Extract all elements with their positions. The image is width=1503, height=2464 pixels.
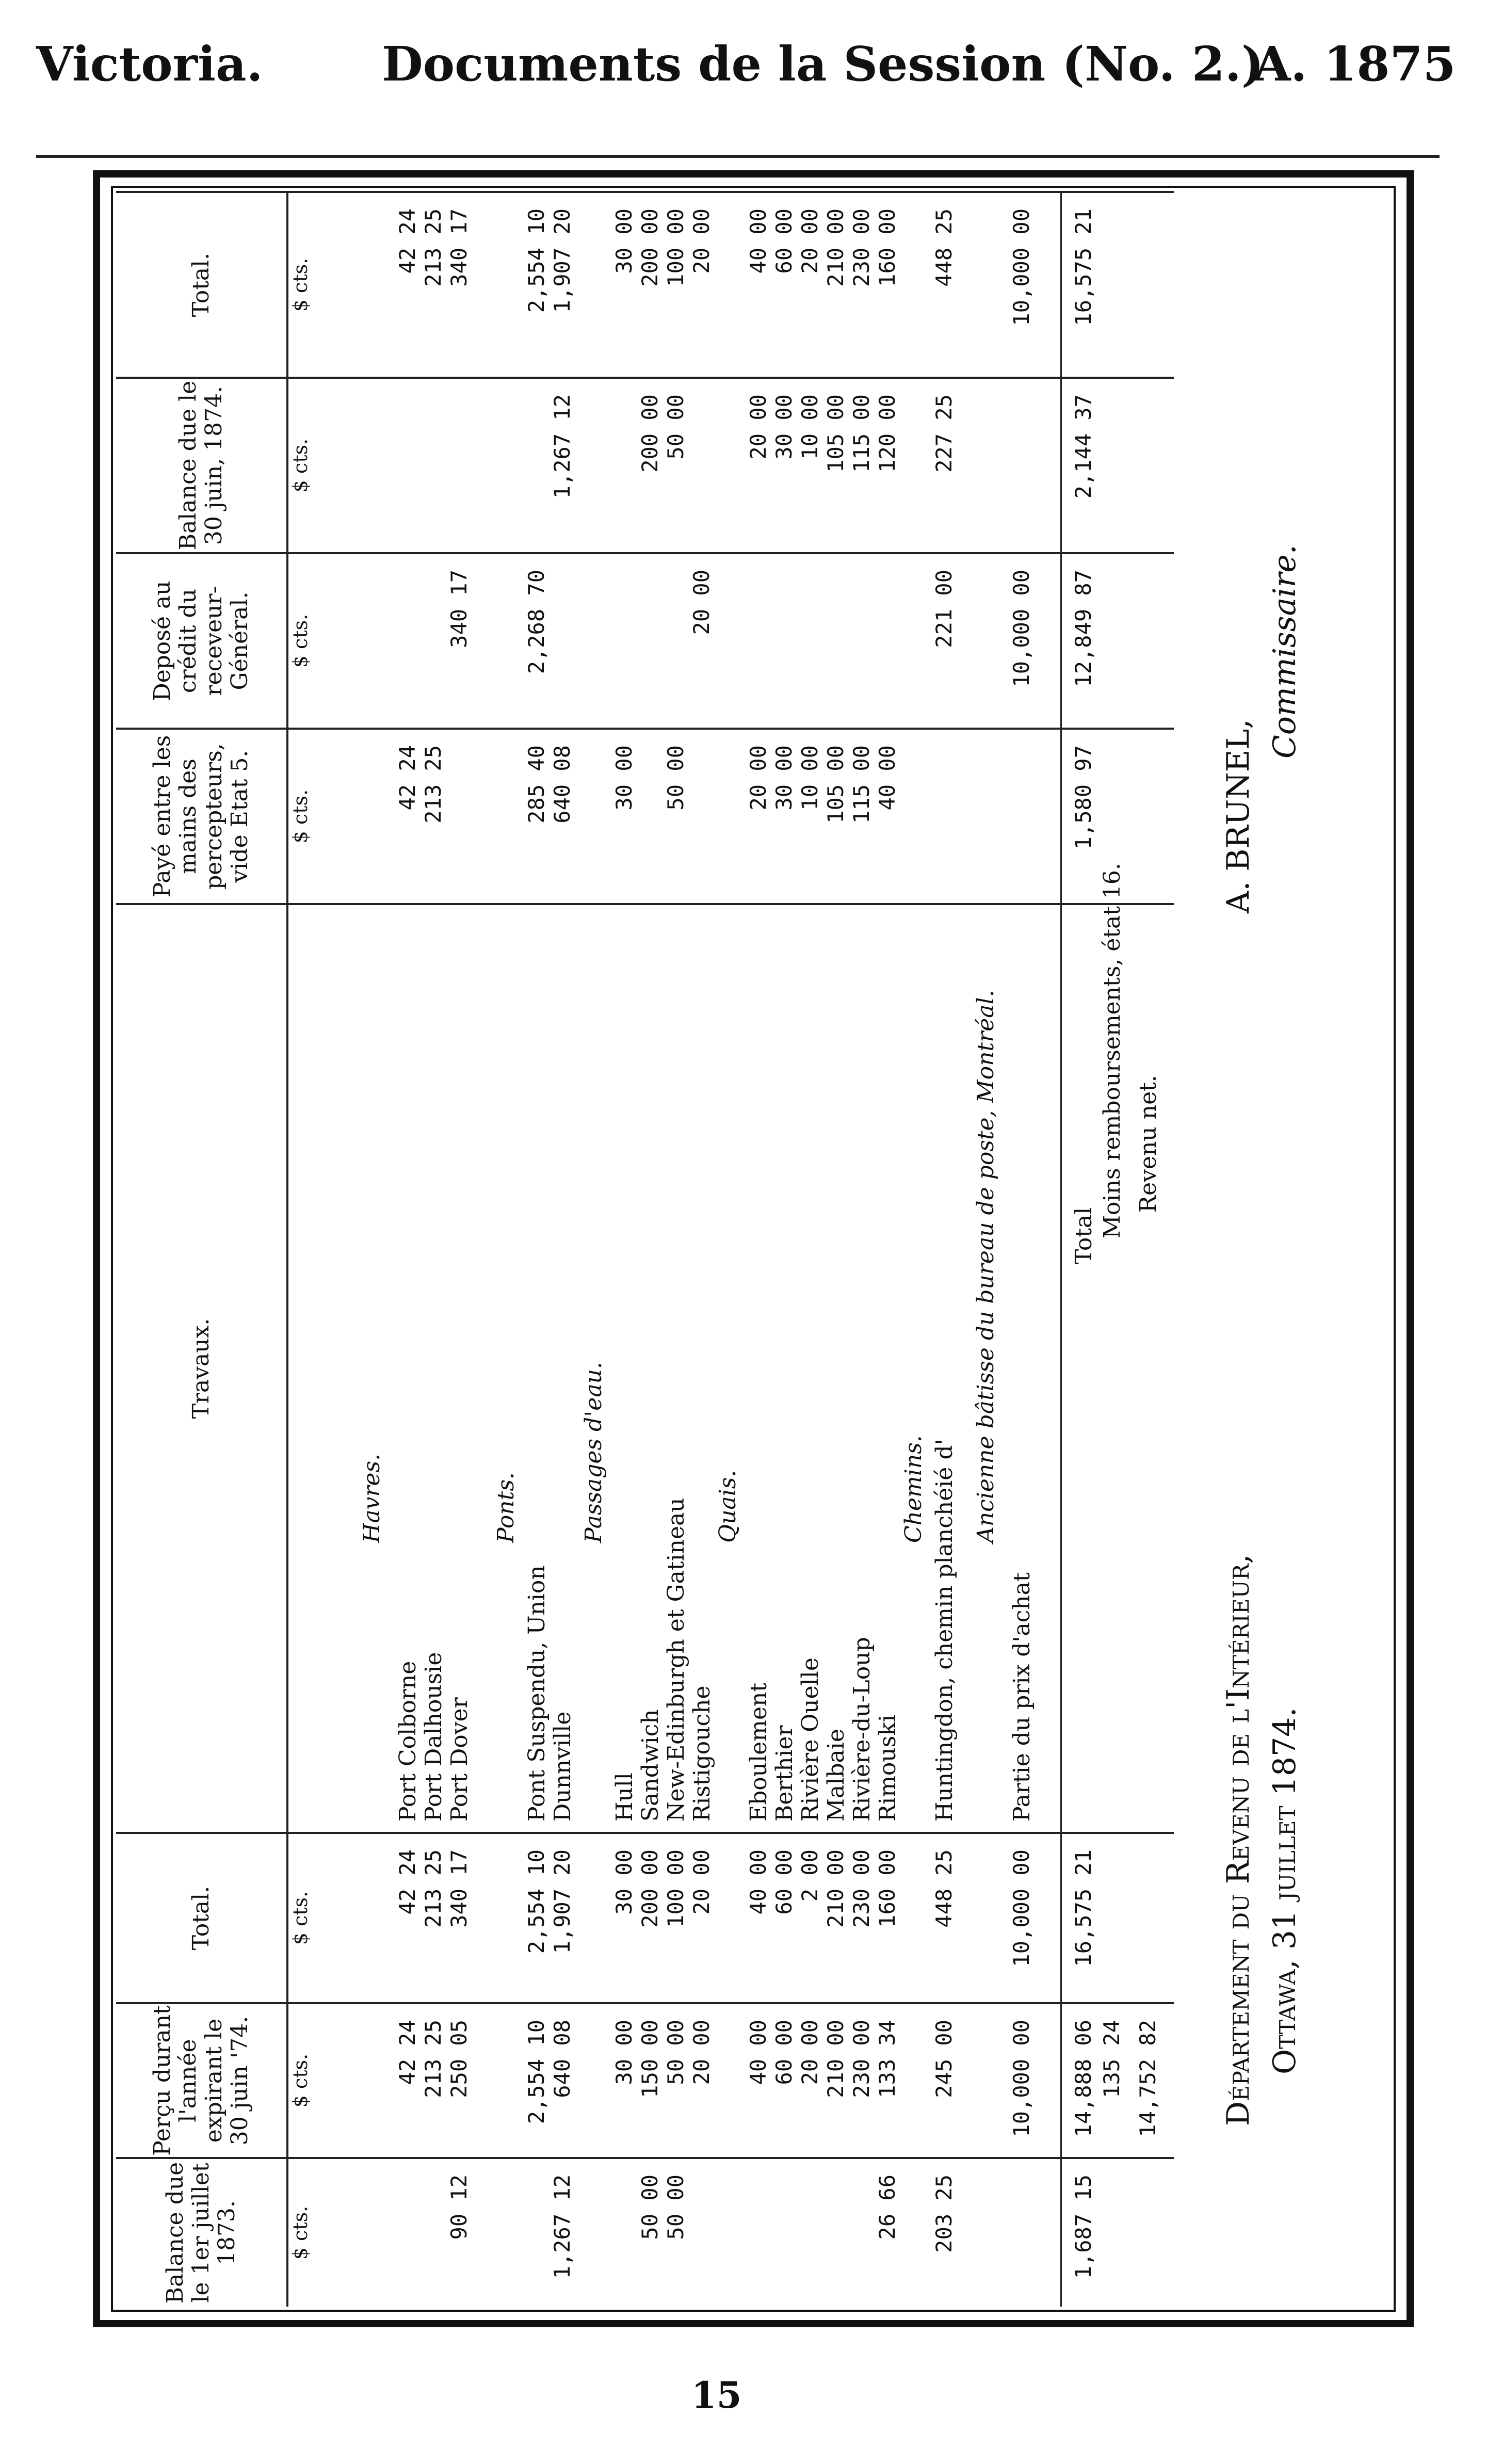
- table-cell: 1,907 20: [550, 208, 575, 313]
- table-cell: 340 17: [446, 1849, 472, 1928]
- unit-label: $ cts.: [289, 614, 312, 668]
- table-cell: 10,000 00: [1009, 2020, 1034, 2137]
- table-cell: 20 00: [689, 2020, 714, 2085]
- total-cell: 1,580 97: [1071, 745, 1096, 850]
- table-cell: 213 25: [421, 208, 446, 287]
- table-cell: 60 00: [771, 208, 797, 274]
- row-label: Sandwich: [637, 1709, 664, 1822]
- department-line: Département du Revenu de l'Intérieur,: [1220, 1554, 1256, 2126]
- row-label: Eboulement: [746, 1682, 772, 1822]
- header-title: Documents de la Session (No. 2.): [382, 36, 1264, 92]
- row-label: Berthier: [771, 1725, 798, 1822]
- table-cell: 20 00: [746, 745, 771, 811]
- table-cell: 2,268 70: [524, 570, 549, 674]
- column-header-paye: Payé entre les mains des percepteurs, vide Etat 5.: [116, 730, 288, 903]
- table-cell: 10 00: [797, 394, 822, 460]
- table-cell: 2 00: [797, 1849, 822, 1902]
- table-cell: 448 25: [931, 1849, 957, 1928]
- table-cell: 210 00: [823, 2020, 848, 2098]
- place-date-line: Ottawa, 31 juillet 1874.: [1267, 1707, 1303, 2074]
- table-cell: 120 00: [875, 394, 900, 473]
- net-revenue-value: 14,752 82: [1135, 2020, 1160, 2137]
- table-cell: 10,000 00: [1009, 1849, 1034, 1967]
- total-label: Total: [1071, 1207, 1097, 1264]
- section-heading: Chemins.: [900, 1435, 927, 1543]
- page-number: 15: [691, 2374, 742, 2417]
- section-heading: Havres.: [359, 1453, 385, 1543]
- column-name: [116, 863, 1174, 1832]
- table-cell: 213 25: [421, 745, 446, 824]
- table-cell: 221 00: [931, 570, 957, 648]
- table-cell: 230 00: [849, 2020, 874, 2098]
- table-cell: 200 00: [637, 1849, 662, 1928]
- table-cell: 30 00: [611, 745, 637, 811]
- table-cell: 30 00: [611, 2020, 637, 2085]
- row-label: Rivière-du-Loup: [849, 1637, 875, 1822]
- row-label: Port Dalhousie: [421, 1652, 447, 1822]
- unit-label: $ cts.: [289, 2205, 312, 2260]
- table-cell: 448 25: [931, 208, 957, 287]
- table-cell: 26 66: [875, 2175, 900, 2240]
- table-cell: 20 00: [689, 208, 714, 274]
- unit-label: $ cts.: [289, 2053, 312, 2108]
- column-dep: [116, 552, 1174, 728]
- table-cell: 40 00: [746, 2020, 771, 2085]
- column-header-tot2: Total.: [116, 193, 288, 377]
- table-cell: 285 40: [524, 745, 549, 824]
- table-cell: 200 00: [637, 208, 662, 287]
- net-revenue-label: Revenu net.: [1135, 1075, 1161, 1213]
- table-cell: 105 00: [823, 394, 848, 473]
- table-cell: 640 08: [550, 2020, 575, 2098]
- table-cell: 50 00: [663, 394, 688, 460]
- table-cell: 100 00: [663, 208, 688, 287]
- table-cell: 42 24: [395, 745, 420, 811]
- table-cell: 640 08: [550, 745, 575, 824]
- table-cell: 40 00: [875, 745, 900, 811]
- row-label: Rimouski: [875, 1714, 901, 1822]
- row-label: Ristigouche: [689, 1685, 715, 1822]
- table-cell: 30 00: [771, 394, 797, 460]
- table-cell: 340 17: [446, 570, 472, 648]
- table-cell: 50 00: [663, 2175, 688, 2240]
- row-label: New-Edinburgh et Gatineau: [663, 1497, 689, 1822]
- table-cell: 20 00: [797, 208, 822, 274]
- column-header-bal74: Balance due le 30 juin, 1874.: [116, 379, 288, 552]
- column-recu: [116, 2002, 1174, 2157]
- table-cell: 40 00: [746, 1849, 771, 1915]
- table-cell: 20 00: [689, 570, 714, 635]
- section-heading: Passages d'eau.: [580, 1362, 607, 1543]
- table-cell: 200 00: [637, 394, 662, 473]
- table-cell: 50 00: [637, 2175, 662, 2240]
- less-refunds-value: 135 24: [1099, 2020, 1124, 2098]
- table-cell: 213 25: [421, 2020, 446, 2098]
- row-label: Huntingdon, chemin planchéié d': [931, 1439, 958, 1822]
- table-cell: 210 00: [823, 1849, 848, 1928]
- table-cell: 2,554 10: [524, 2020, 549, 2124]
- total-cell: 2,144 37: [1071, 394, 1096, 499]
- table-cell: 115 00: [849, 394, 874, 473]
- table-cell: 60 00: [771, 1849, 797, 1915]
- column-paye: [116, 728, 1174, 903]
- table-cell: 340 17: [446, 208, 472, 287]
- table-cell: 42 24: [395, 2020, 420, 2085]
- table-cell: 160 00: [875, 208, 900, 287]
- total-cell: 16,575 21: [1071, 208, 1096, 326]
- row-label: Port Dover: [446, 1697, 473, 1822]
- row-label: Dunnville: [550, 1711, 576, 1822]
- column-header-recu: Perçu durant l'année expirant le 30 juin '74.: [116, 2004, 288, 2157]
- table-cell: 20 00: [689, 1849, 714, 1915]
- column-header-bal73: Balance due le 1er juillet 1873.: [116, 2159, 288, 2307]
- table-cell: 245 00: [931, 2020, 957, 2098]
- total-cell: 12,849 87: [1071, 570, 1096, 687]
- unit-label: $ cts.: [289, 438, 312, 493]
- section-heading: Ponts.: [493, 1472, 519, 1543]
- table-cell: 100 00: [663, 1849, 688, 1928]
- row-label: Hull: [611, 1773, 638, 1822]
- total-cell: 16,575 21: [1071, 1849, 1096, 1967]
- table-cell: 40 00: [746, 208, 771, 274]
- signature-title: Commissaire.: [1267, 544, 1303, 759]
- column-bal73: [116, 2157, 1174, 2307]
- table-cell: 10,000 00: [1009, 208, 1034, 326]
- header-right: A. 1875: [1254, 36, 1456, 92]
- row-label: Partie du prix d'achat: [1009, 1572, 1035, 1822]
- table-cell: 10 00: [797, 745, 822, 811]
- table-cell: 160 00: [875, 1849, 900, 1928]
- row-label: Malbaie: [823, 1729, 849, 1822]
- unit-label: $ cts.: [289, 1891, 312, 1945]
- column-header-name: Travaux.: [116, 905, 288, 1832]
- table-cell: 2,554 10: [524, 208, 549, 313]
- row-label: Pont Suspendu, Union: [524, 1565, 550, 1822]
- table-cell: 50 00: [663, 2020, 688, 2085]
- column-tot2: [116, 191, 1174, 377]
- table-cell: 1,267 12: [550, 394, 575, 499]
- column-header-tot: Total.: [116, 1834, 288, 2002]
- table-cell: 10,000 00: [1009, 570, 1034, 687]
- row-label: Port Colborne: [395, 1661, 421, 1822]
- table-cell: 60 00: [771, 2020, 797, 2085]
- table-cell: 20 00: [746, 394, 771, 460]
- section-heading: Ancienne bâtisse du bureau de poste, Montréal.: [973, 990, 999, 1543]
- total-cell: 1,687 15: [1071, 2175, 1096, 2279]
- table-cell: 30 00: [611, 208, 637, 274]
- table-cell: 203 25: [931, 2175, 957, 2253]
- row-label: Rivière Ouelle: [797, 1657, 823, 1822]
- table-cell: 210 00: [823, 208, 848, 287]
- total-cell: 14,888 06: [1071, 2020, 1096, 2137]
- table-cell: 30 00: [771, 745, 797, 811]
- header-left: Victoria.: [36, 36, 263, 92]
- table-cell: 42 24: [395, 208, 420, 274]
- table-cell: 2,554 10: [524, 1849, 549, 1954]
- unit-label: $ cts.: [289, 257, 312, 312]
- table-cell: 150 00: [637, 2020, 662, 2098]
- table-cell: 90 12: [446, 2175, 472, 2240]
- table-cell: 20 00: [797, 2020, 822, 2085]
- header-rule: [36, 155, 1440, 158]
- table-cell: 50 00: [663, 745, 688, 811]
- section-heading: Quais.: [715, 1470, 741, 1543]
- table-cell: 250 05: [446, 2020, 472, 2098]
- column-tot: [116, 1832, 1174, 2002]
- table-cell: 230 00: [849, 1849, 874, 1928]
- table-cell: 115 00: [849, 745, 874, 824]
- table-cell: 227 25: [931, 394, 957, 473]
- column-header-dep: Deposé au crédit du receveur-Général.: [116, 554, 288, 728]
- unit-label: $ cts.: [289, 789, 312, 844]
- table-cell: 30 00: [611, 1849, 637, 1915]
- less-refunds-label: Moins remboursements, état 16.: [1099, 863, 1125, 1238]
- table-cell: 105 00: [823, 745, 848, 824]
- table-cell: 230 00: [849, 208, 874, 287]
- column-bal74: [116, 377, 1174, 552]
- total-rule: [1060, 191, 1062, 2307]
- table-cell: 133 34: [875, 2020, 900, 2098]
- table-cell: 213 25: [421, 1849, 446, 1928]
- table-cell: 42 24: [395, 1849, 420, 1915]
- revenue-table: [116, 191, 1391, 2307]
- table-cell: 1,907 20: [550, 1849, 575, 1954]
- rotated-table: [116, 191, 1391, 2307]
- table-cell: 1,267 12: [550, 2175, 575, 2279]
- signature-name: A. BRUNEL,: [1220, 719, 1256, 913]
